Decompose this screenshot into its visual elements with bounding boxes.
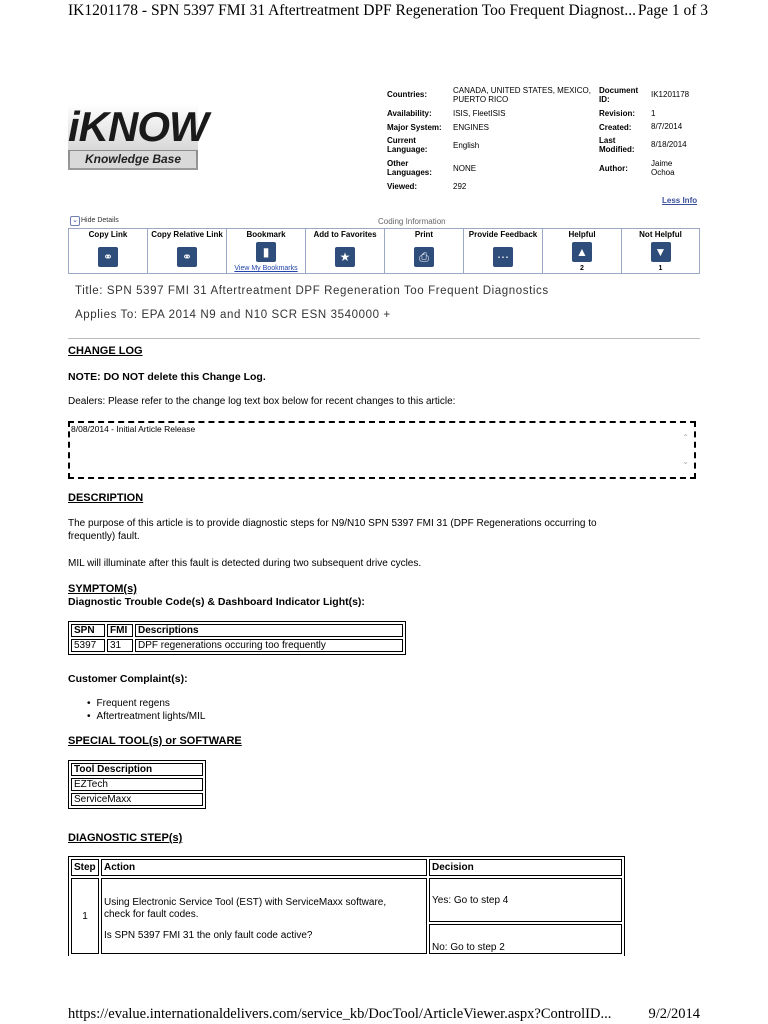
helpful-count: 2 (580, 265, 584, 272)
tools-table-header (71, 763, 203, 776)
coding-information-label: Coding Information (378, 217, 446, 226)
helpful-label: Helpful (568, 230, 596, 239)
link-icon: ⚭ (98, 247, 118, 267)
major-system-value: ENGINES (453, 123, 490, 132)
feedback-icon: ⋯ (493, 247, 513, 267)
helpful-button[interactable] (543, 229, 622, 273)
printer-icon: ⎙ (414, 247, 434, 267)
change-log-textbox[interactable] (68, 421, 696, 479)
applies-value: EPA 2014 N9 and N10 SCR ESN 3540000 + (141, 309, 391, 321)
major-system-label: Major System: (387, 123, 442, 132)
revision-value: 1 (651, 109, 656, 118)
applies-to (75, 309, 391, 321)
bookmark-icon: ▮ (256, 242, 276, 262)
last-modified-value: 8/18/2014 (651, 140, 687, 149)
fmi-cell: 31 (107, 639, 133, 652)
list-item: • Aftertreatment lights/MIL (87, 710, 205, 723)
dtc-table-header (71, 624, 403, 637)
bookmark-label: Bookmark (246, 230, 286, 239)
chevron-down-icon: ⌄ (70, 216, 80, 226)
star-icon: ★ (335, 247, 355, 267)
thumbs-up-icon: ▲ (572, 242, 592, 262)
scroll-up-icon[interactable]: ⌃ (682, 433, 689, 442)
current-language-value: English (453, 141, 480, 150)
action-question: Is SPN 5397 FMI 31 the only fault code active? (104, 930, 313, 941)
description-paragraph-2: MIL will illuminate after this fault is detected during two subsequent drive cycles. (68, 558, 422, 569)
viewed-value: 292 (453, 182, 467, 191)
decision-yes-cell: Yes: Go to step 4 (429, 878, 622, 922)
symptoms-subheading: Diagnostic Trouble Code(s) & Dashboard Indicator Light(s): (68, 596, 365, 608)
document-id-label: Document ID: (599, 86, 639, 104)
other-languages-label: Other Languages: (387, 159, 432, 177)
tool-cell: EZTech (71, 778, 203, 791)
footer-url: https://evalue.internationaldelivers.com/service_kb/DocTool/ArticleViewer.aspx?ControlID... (68, 1006, 612, 1022)
list-item: • Frequent regens (87, 697, 205, 710)
revision-label: Revision: (599, 109, 636, 118)
relative-link-icon: ⚭ (177, 247, 197, 267)
divider (68, 338, 700, 339)
decision-no-cell: No: Go to step 2 (429, 924, 622, 954)
spn-cell: 5397 (71, 639, 105, 652)
description-cell: DPF regenerations occuring too frequently (135, 639, 403, 652)
tool-description-header: Tool Description (71, 763, 203, 776)
description-line-1: The purpose of this article is to provide diagnostic steps for N9/N10 SPN 5397 FMI 31 (DPF Regenerations occurring to (68, 518, 597, 529)
complaints-list (87, 697, 205, 723)
applies-label: Applies To: (75, 309, 138, 321)
not-helpful-label: Not Helpful (639, 230, 682, 239)
action-line-2: check for fault codes. (104, 909, 199, 920)
hide-details-toggle[interactable] (70, 216, 119, 226)
customer-complaints-heading: Customer Complaint(s): (68, 673, 188, 685)
article-toolbar (68, 228, 700, 274)
other-languages-value: NONE (453, 164, 477, 173)
description-heading: DESCRIPTION (68, 492, 144, 504)
symptoms-heading: SYMPTOM(s) (68, 583, 137, 595)
countries-label: Countries: (387, 90, 427, 99)
provide-feedback-label: Provide Feedback (468, 230, 538, 239)
current-language-label: Current Language: (387, 136, 428, 154)
logo-sub-text: Knowledge Base (70, 151, 196, 168)
print-header-title: IK1201178 - SPN 5397 FMI 31 Aftertreatment DPF Regeneration Too Frequent Diagnost... (68, 2, 637, 19)
print-label: Print (414, 230, 434, 239)
title-label: Title: (75, 285, 104, 297)
view-bookmarks-link[interactable]: View My Bookmarks (234, 265, 298, 272)
copy-relative-link-label: Copy Relative Link (151, 230, 223, 239)
author-value: Jaime Ochoa (651, 159, 675, 177)
step-number-cell: 1 (71, 878, 99, 954)
add-to-favorites-label: Add to Favorites (313, 230, 377, 239)
dtc-table (68, 621, 406, 655)
copy-link-label: Copy Link (88, 230, 128, 239)
diagnostic-table-header (71, 859, 622, 876)
iknow-logo (68, 103, 208, 170)
step-header: Step (71, 859, 99, 876)
change-log-note: NOTE: DO NOT delete this Change Log. (68, 371, 266, 383)
page-number: Page 1 of 3 (637, 2, 708, 19)
add-to-favorites-button[interactable] (306, 229, 385, 273)
last-modified-label: Last Modified: (599, 136, 635, 154)
hide-details-label: Hide Details (81, 217, 119, 224)
provide-feedback-button[interactable] (464, 229, 543, 273)
dealers-text: Dealers: Please refer to the change log text box below for recent changes to this article: (68, 396, 456, 407)
print-footer (68, 1006, 700, 1023)
copy-relative-link-button[interactable] (148, 229, 227, 273)
created-value: 8/7/2014 (651, 122, 683, 131)
document-id-value: IK1201178 (651, 90, 690, 99)
diagnostic-table (68, 856, 625, 956)
scroll-down-icon[interactable]: ⌄ (682, 457, 689, 466)
thumbs-down-icon: ▼ (651, 242, 671, 262)
not-helpful-count: 1 (658, 265, 663, 272)
not-helpful-button[interactable] (622, 229, 699, 273)
bookmark-button[interactable] (227, 229, 306, 273)
tool-cell: ServiceMaxx (71, 793, 203, 806)
special-tools-heading: SPECIAL TOOL(s) or SOFTWARE (68, 735, 242, 747)
print-header (68, 2, 708, 22)
article-title (75, 285, 549, 297)
descriptions-header: Descriptions (135, 624, 403, 637)
spn-header: SPN (71, 624, 105, 637)
diagnostic-steps-heading: DIAGNOSTIC STEP(s) (68, 832, 183, 844)
table-row (71, 639, 403, 652)
author-label: Author: (599, 164, 628, 173)
table-row (71, 878, 622, 922)
tools-table (68, 760, 206, 809)
copy-link-button[interactable] (69, 229, 148, 273)
footer-date: 9/2/2014 (648, 1006, 700, 1022)
table-row (71, 778, 203, 791)
fmi-header: FMI (107, 624, 133, 637)
description-line-2: frequently) fault. (68, 531, 140, 542)
decision-header: Decision (429, 859, 622, 876)
created-label: Created: (599, 123, 632, 132)
availability-label: Availability: (387, 109, 432, 118)
change-log-heading: CHANGE LOG (68, 345, 143, 357)
action-cell (101, 878, 427, 954)
change-log-entry: 8/08/2014 - Initial Article Release (71, 424, 196, 434)
print-button[interactable] (385, 229, 464, 273)
title-value: SPN 5397 FMI 31 Aftertreatment DPF Regeneration Too Frequent Diagnostics (106, 285, 549, 297)
countries-value: CANADA, UNITED STATES, MEXICO, PUERTO RICO (453, 86, 591, 104)
action-header: Action (101, 859, 427, 876)
action-line-1: Using Electronic Service Tool (EST) with ServiceMaxx software, (104, 897, 387, 908)
less-info-link[interactable]: Less Info (662, 196, 698, 205)
availability-value: ISIS, FleetISIS (453, 109, 506, 118)
table-row (71, 793, 203, 806)
logo-main-text: iKNOW (68, 103, 208, 150)
viewed-label: Viewed: (387, 182, 418, 191)
